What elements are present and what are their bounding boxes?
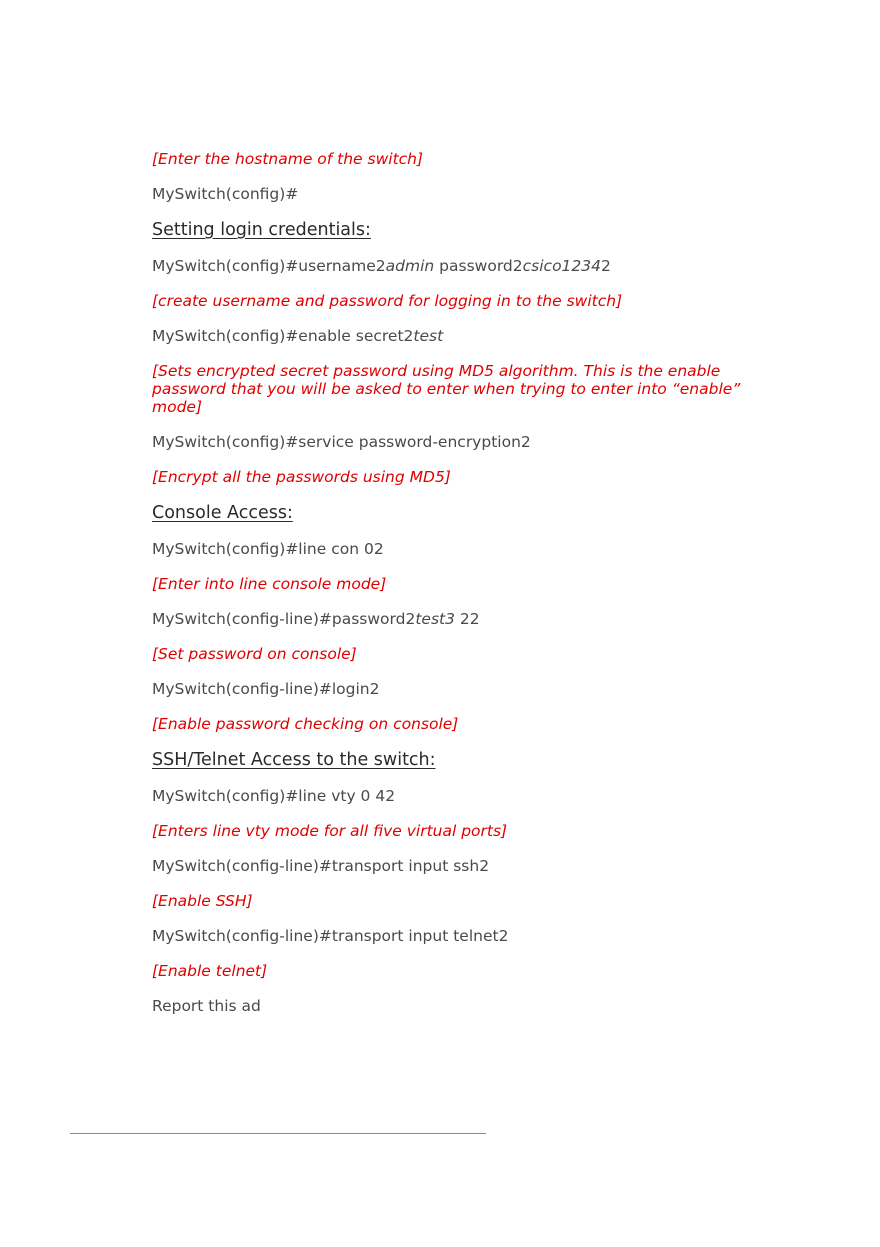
note-enable-ssh: [Enable SSH] — [152, 892, 253, 910]
cmd-transport-telnet: MySwitch(config-line)#transport input telnet2 — [152, 927, 509, 945]
cmd-enable-secret — [152, 327, 752, 345]
footnote-divider — [70, 1133, 486, 1134]
cmd-text: 22 — [454, 610, 480, 628]
cmd-arg-console-password: test3 — [415, 610, 455, 628]
heading-ssh-telnet: SSH/Telnet Access to the switch: — [152, 750, 436, 770]
note-encrypt-passwords: [Encrypt all the passwords using MD5] — [152, 468, 451, 486]
cmd-transport-ssh: MySwitch(config-line)#transport input ssh2 — [152, 857, 490, 875]
cmd-text: MySwitch(config)#username2 — [152, 257, 386, 275]
note-line-vty: [Enters line vty mode for all five virtual ports] — [152, 822, 508, 840]
cmd-arg-password: csico1234 — [522, 257, 601, 275]
note-set-console-password: [Set password on console] — [152, 645, 357, 663]
cmd-text: MySwitch(config-line)#password2 — [152, 610, 416, 628]
cmd-text: 2 — [601, 257, 611, 275]
cmd-console-password — [152, 610, 752, 628]
note-hostname: [Enter the hostname of the switch] — [152, 150, 424, 168]
cmd-arg-username: admin — [385, 257, 435, 275]
cmd-arg-secret: test — [413, 327, 444, 345]
heading-console-access: Console Access: — [152, 503, 293, 523]
cmd-username-password — [152, 257, 752, 275]
cmd-config-prompt: MySwitch(config)# — [152, 185, 299, 203]
cmd-service-password-encryption: MySwitch(config)#service password-encryption2 — [152, 433, 531, 451]
cmd-line-vty: MySwitch(config)#line vty 0 42 — [152, 787, 396, 805]
heading-login-credentials: Setting login credentials: — [152, 220, 371, 240]
note-enable-secret: [Sets encrypted secret password using MD5 algorithm. This is the enable password that you will be asked to enter when trying to enter into “enable” mode] — [152, 362, 741, 416]
cmd-text: MySwitch(config)#enable secret2 — [152, 327, 414, 345]
note-enable-password-checking: [Enable password checking on console] — [152, 715, 459, 733]
note-line-console: [Enter into line console mode] — [152, 575, 387, 593]
cmd-login: MySwitch(config-line)#login2 — [152, 680, 380, 698]
note-enable-telnet: [Enable telnet] — [152, 962, 268, 980]
cmd-line-con: MySwitch(config)#line con 02 — [152, 540, 384, 558]
report-ad-link[interactable]: Report this ad — [152, 997, 261, 1015]
note-create-username: [create username and password for logging in to the switch] — [152, 292, 623, 310]
document-body — [152, 150, 752, 1032]
cmd-text: password2 — [434, 257, 523, 275]
